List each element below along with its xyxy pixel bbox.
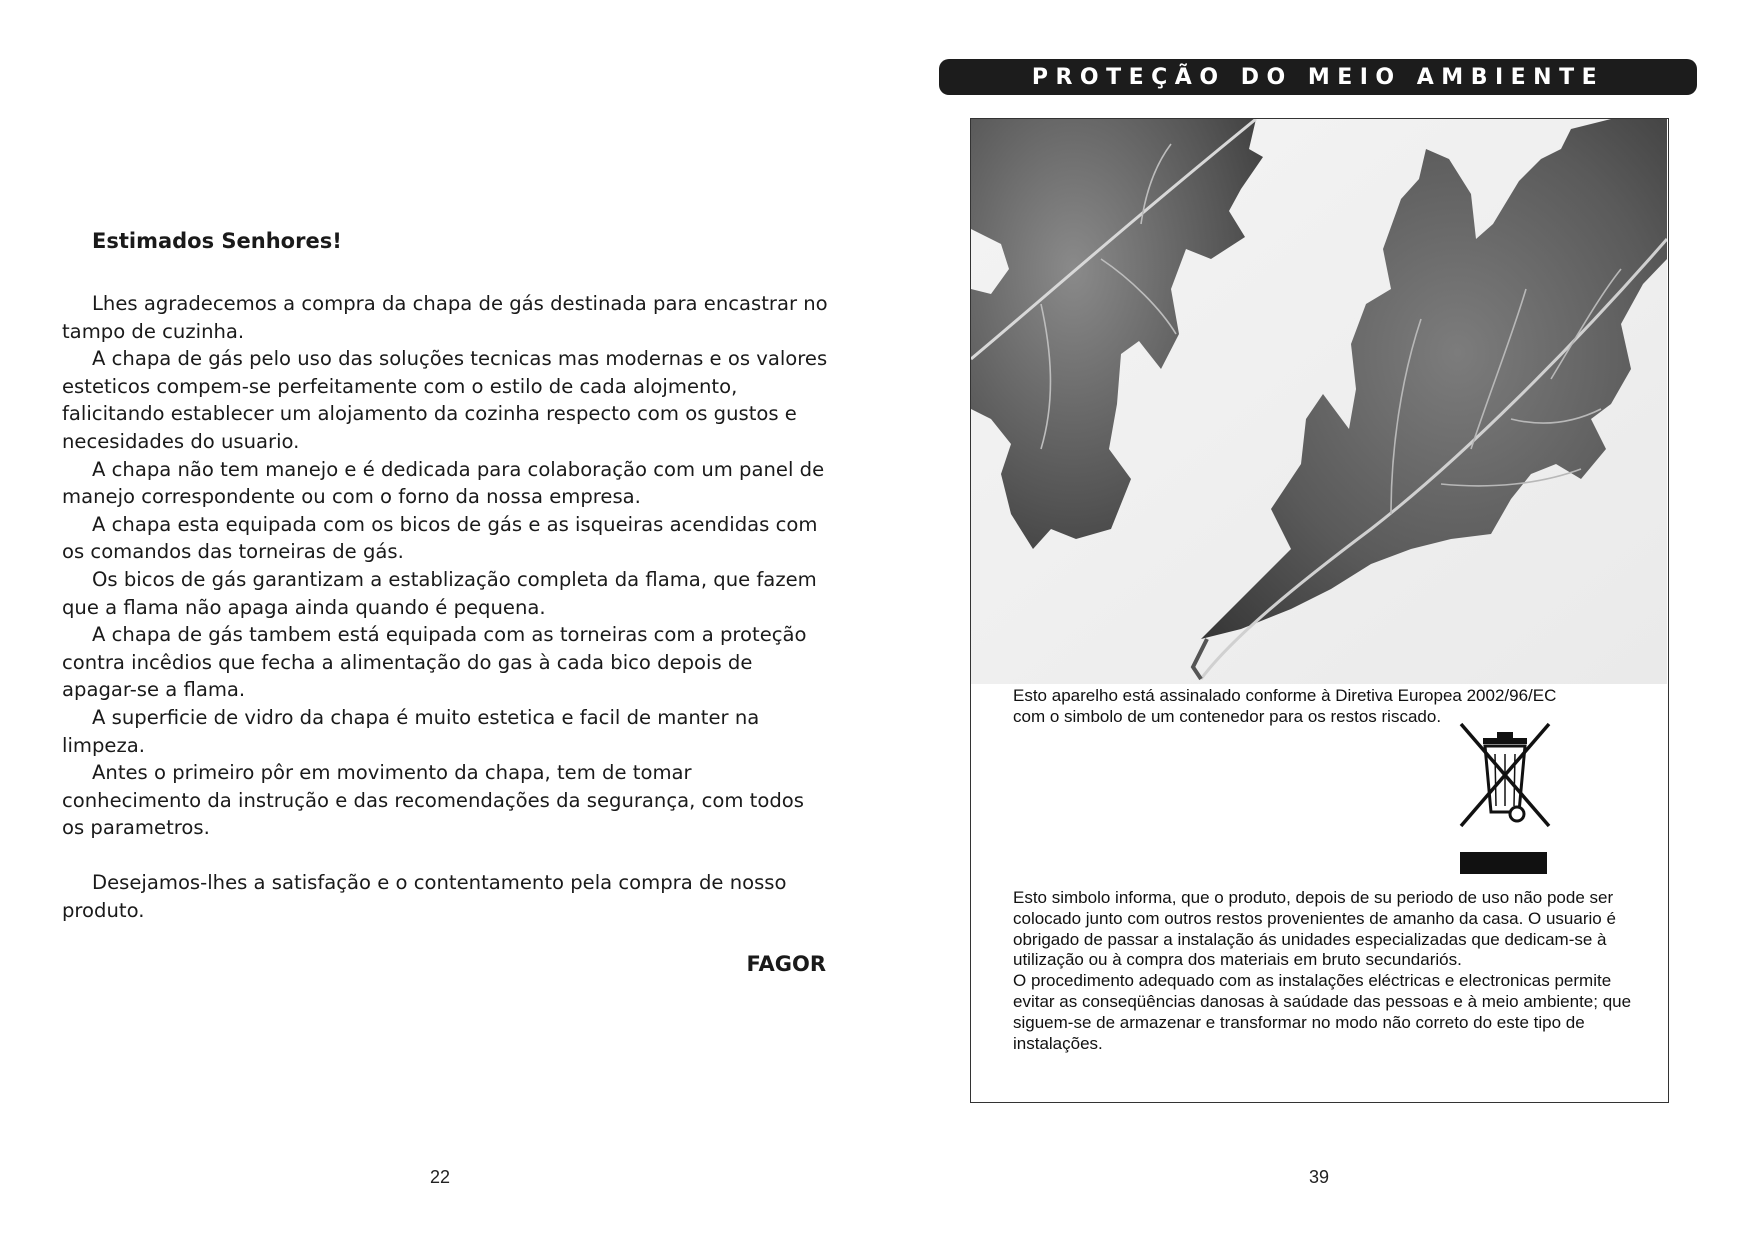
- paragraph: Os bicos de gás garantizam a establização completa da flama, que fazem que a flama não apaga ainda quando é pequena.: [62, 567, 817, 619]
- weee-underline-bar: [1460, 852, 1547, 874]
- right-page: [877, 0, 1755, 1240]
- page-number-left: 22: [430, 1167, 451, 1187]
- closing-paragraph: Desejamos-lhes a satisfação e o contentamento pela compra de nosso produto.: [62, 871, 787, 923]
- page-number-right: 39: [1309, 1167, 1330, 1187]
- info-paragraph: O procedimento adequado com as instalações eléctricas e electronicas permite evitar as conseqüências danosas à saúdade das pessoas e à meio ambiente; que siguem-se de armazenar e transformar no modo não correto do este tipo de instalações.: [1013, 971, 1632, 1053]
- paragraph: Lhes agradecemos a compra da chapa de gás destinada para encastrar no tampo de cuzinha.: [62, 292, 828, 343]
- oak-leaves-photo: [971, 119, 1667, 684]
- info-paragraph: Esto simbolo informa, que o produto, depois de su periodo de uso não pode ser colocado junto com outros restos provenientes de amanho da casa. O usuario é obrigado de passar a instalação ás unidades especializadas que dedicam-se à utilização ou à compra dos materiais em bruto secundariós.: [1013, 888, 1616, 970]
- greeting-heading: Estimados Senhores!: [92, 229, 342, 253]
- section-title: PROTEÇÃO DO MEIO AMBIENTE: [1031, 64, 1605, 90]
- directive-line: Esto aparelho está assinalado conforme à Diretiva Europea 2002/96/EC: [1013, 686, 1557, 705]
- paragraph: A chapa de gás pelo uso das soluções tecnicas mas modernas e os valores esteticos compem-se perfeitamente com o estilo de cada alojmento, falicitando establecer um alojamento da cozinha respecto com os gustos e necesidades do usuario.: [62, 347, 828, 453]
- paragraph: A chapa não tem manejo e é dedicada para colaboração com um panel de manejo correspondente ou com o forno da nossa empresa.: [62, 457, 825, 509]
- brand-signature: FAGOR: [746, 952, 826, 976]
- directive-line: com o simbolo de um contenedor para os restos riscado.: [1013, 707, 1442, 726]
- left-page: [0, 0, 877, 1240]
- paragraph: A superficie de vidro da chapa é muito estetica e facil de manter na limpeza.: [62, 705, 760, 757]
- paragraph: Antes o primeiro pôr em movimento da chapa, tem de tomar conhecimento da instrução e das recomendações da segurança, com todos os parametros.: [62, 761, 804, 840]
- section-header: [939, 59, 1697, 95]
- disposal-information: [1013, 888, 1653, 1054]
- directive-notice: [1013, 685, 1653, 727]
- paragraph: A chapa esta equipada com os bicos de gás e as isqueiras acendidas com os comandos das torneiras de gás.: [62, 512, 818, 564]
- intro-text: [62, 290, 832, 925]
- environment-notice-frame: [970, 118, 1669, 1103]
- paragraph: A chapa de gás tambem está equipada com as torneiras com a proteção contra incêdios que fecha a alimentação do gas à cada bico depois de apagar-se a flama.: [62, 623, 807, 702]
- crossed-out-wheelie-bin-icon: [1453, 722, 1557, 832]
